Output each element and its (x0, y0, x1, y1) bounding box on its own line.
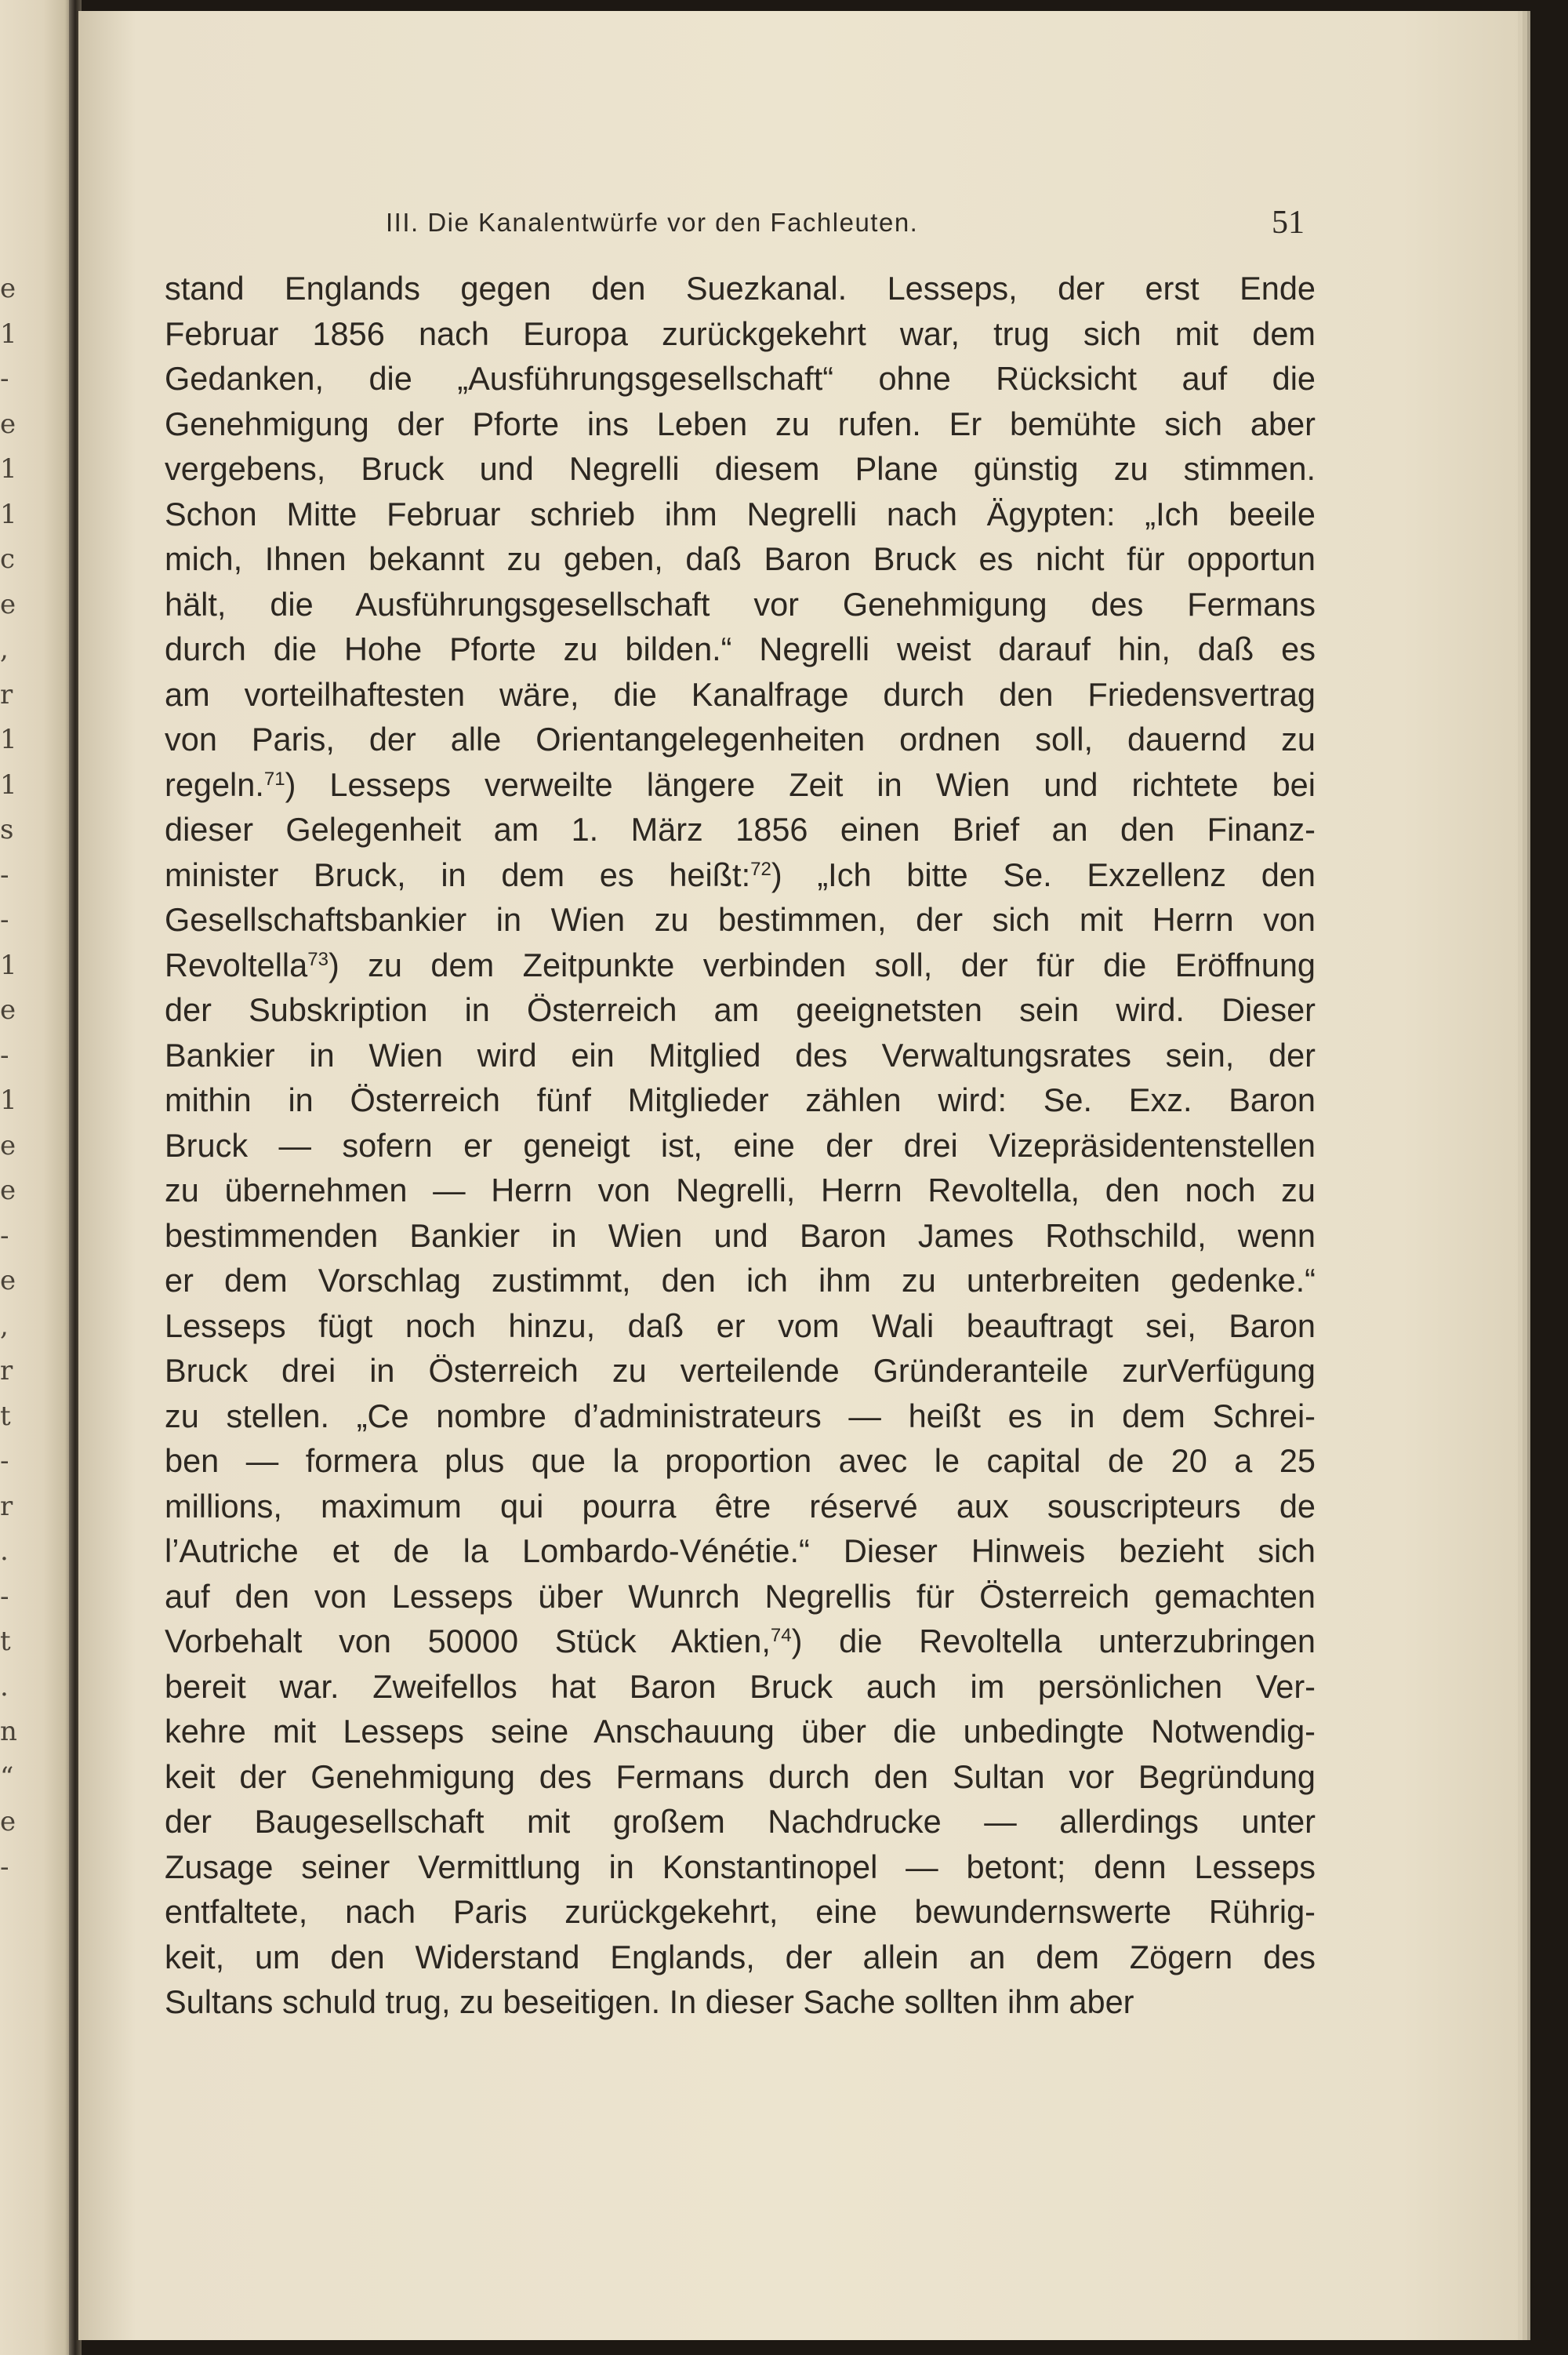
text-line (165, 1528, 1316, 1574)
text-segment: auf den von Lesseps über Wunrch Negrellis für Österreich gemachten (165, 1577, 1316, 1615)
text-segment: Bruck — sofern er geneigt ist, eine der drei Vizepräsidentenstellen (165, 1126, 1316, 1164)
running-header (386, 195, 1305, 250)
text-line (165, 852, 1316, 898)
text-line (165, 582, 1316, 627)
margin-character: e (0, 273, 16, 304)
text-line (165, 492, 1316, 537)
text-segment: stand Englands gegen den Suezkanal. Lesseps, der erst Ende (165, 270, 1316, 307)
text-segment: Genehmigung der Pforte ins Leben zu rufen. Er bemühte sich aber (165, 405, 1316, 442)
margin-character: - (0, 1580, 9, 1612)
text-line (165, 1754, 1316, 1800)
chapter-header-title: III. Die Kanalentwürfe vor den Fachleuten. (386, 208, 919, 237)
margin-character: , (0, 1310, 9, 1342)
text-segment: keit der Genehmigung des Fermans durch den Sultan vor Begründung (165, 1757, 1316, 1795)
margin-character: “ (0, 1761, 14, 1793)
text-segment: vergebens, Bruck und Negrelli diesem Plane günstig zu stimmen. (165, 450, 1316, 487)
margin-character: e (0, 1265, 16, 1296)
text-line (165, 311, 1316, 357)
text-segment: dieser Gelegenheit am 1. März 1856 einen Brief an den Finanz- (165, 811, 1316, 848)
margin-character: . (0, 1670, 9, 1703)
text-segment: Lesseps fügt noch hinzu, daß er vom Wali beauftragt sei, Baron (165, 1307, 1316, 1344)
text-segment: ) die Revoltella unterzubringen (791, 1623, 1316, 1659)
body-text (165, 266, 1316, 2025)
text-segment: minister Bruck, in dem es heißt: (165, 856, 751, 893)
margin-character: e (0, 1806, 16, 1837)
text-segment: bereit war. Zweifellos hat Baron Bruck auch im persönlichen Ver- (165, 1667, 1316, 1705)
text-line (165, 1844, 1316, 1890)
text-line (165, 1979, 1316, 2025)
margin-character: 1 (0, 318, 17, 350)
text-line (165, 1213, 1316, 1259)
margin-character: r (0, 1490, 13, 1522)
text-line (165, 943, 1316, 988)
page-number: 51 (1272, 205, 1305, 241)
text-line (165, 807, 1316, 852)
text-segment: zu übernehmen — Herrn von Negrelli, Herrn Revoltella, den noch zu (165, 1172, 1316, 1208)
text-segment: regeln. (165, 765, 264, 803)
text-segment: entfaltete, nach Paris zurückgekehrt, eine bewundernswerte Rührig- (165, 1893, 1316, 1930)
left-facing-page-edge (0, 0, 72, 2355)
margin-character: t (0, 1626, 11, 1657)
margin-character: . (0, 1535, 9, 1567)
margin-character: e (0, 1129, 16, 1161)
text-line (165, 1078, 1316, 1123)
text-line (165, 1303, 1316, 1349)
text-segment: er dem Vorschlag zustimmt, den ich ihm zu unterbreiten gedenke.“ (165, 1262, 1316, 1299)
margin-character: 1 (0, 453, 17, 485)
text-line (165, 1438, 1316, 1484)
text-segment: mithin in Österreich fünf Mitglieder zählen wird: Se. Exz. Baron (165, 1081, 1316, 1118)
text-line (165, 717, 1316, 762)
text-segment: ) zu dem Zeitpunkte verbinden soll, der für die Eröffnung (328, 946, 1316, 983)
margin-character: s (0, 814, 14, 845)
text-segment: Bruck drei in Österreich zu verteilende Gründeranteile zurVerfügung (165, 1352, 1316, 1389)
text-line (165, 627, 1316, 672)
margin-character: 1 (0, 1085, 17, 1116)
book-page (78, 11, 1518, 2340)
margin-character: - (0, 1445, 9, 1477)
margin-character: 1 (0, 724, 17, 755)
text-line (165, 1574, 1316, 1619)
text-segment: kehre mit Lesseps seine Anschauung über die unbedingte Notwendig- (165, 1713, 1316, 1750)
text-segment: millions, maximum qui pourra être réservé aux souscripteurs de (165, 1487, 1316, 1525)
text-segment: der Baugesellschaft mit großem Nachdrucke — allerdings unter (165, 1803, 1316, 1840)
text-segment: Gedanken, die „Ausführungsgesellschaft“ ohne Rücksicht auf die (165, 360, 1316, 397)
text-line (165, 446, 1316, 492)
text-line (165, 1168, 1316, 1213)
margin-character: - (0, 1219, 9, 1252)
text-line (165, 536, 1316, 582)
text-line (165, 1484, 1316, 1529)
text-segment: Sultans schuld trug, zu beseitigen. In dieser Sache sollten ihm aber (165, 1983, 1134, 2020)
text-line (165, 1889, 1316, 1935)
text-segment: ) Lesseps verweilte längere Zeit in Wien und richtete bei (285, 765, 1316, 803)
margin-character: t (0, 1400, 11, 1432)
margin-character: - (0, 363, 9, 394)
margin-character: - (0, 859, 9, 891)
margin-character: , (0, 634, 9, 665)
text-segment: Gesellschaftsbankier in Wien zu bestimmen, der sich mit Herrn von (165, 901, 1316, 938)
text-line (165, 897, 1316, 943)
margin-character: - (0, 1851, 9, 1883)
text-line (165, 1619, 1316, 1664)
text-segment: hält, die Ausführungsgesellschaft vor Genehmigung des Fermans (165, 585, 1316, 623)
text-segment: von Paris, der alle Orientangelegenheiten ordnen soll, dauernd zu (165, 721, 1316, 758)
text-line (165, 266, 1316, 311)
footnote-reference: 71 (263, 768, 285, 790)
text-segment: ben — formera plus que la proportion avec le capital de 20 a 25 (165, 1442, 1316, 1479)
margin-character: 1 (0, 498, 17, 530)
margin-character: n (0, 1716, 17, 1747)
text-line (165, 1799, 1316, 1844)
text-line (165, 1123, 1316, 1168)
margin-character: 1 (0, 949, 17, 981)
margin-character: e (0, 588, 16, 620)
text-segment: Revoltella (165, 946, 308, 983)
text-line (165, 1033, 1316, 1078)
margin-character: 1 (0, 769, 17, 801)
footnote-reference: 73 (307, 948, 328, 970)
footnote-reference: 74 (770, 1625, 792, 1646)
text-line (165, 402, 1316, 447)
text-segment: l’Autriche et de la Lombardo-Vénétie.“ Dieser Hinweis bezieht sich (165, 1532, 1316, 1569)
text-segment: Bankier in Wien wird ein Mitglied des Verwaltungsrates sein, der (165, 1036, 1316, 1074)
margin-character: r (0, 678, 13, 710)
text-segment: Februar 1856 nach Europa zurückgekehrt war, trug sich mit dem (165, 314, 1316, 352)
margin-character: c (0, 543, 16, 575)
text-line (165, 987, 1316, 1033)
left-page-margin-characters (0, 267, 24, 1890)
footnote-reference: 72 (750, 858, 771, 880)
text-segment: der Subskription in Österreich am geeignetsten sein wird. Dieser (165, 991, 1316, 1028)
text-line (165, 1394, 1316, 1439)
text-segment: durch die Hohe Pforte zu bilden.“ Negrelli weist darauf hin, daß es (165, 631, 1316, 667)
text-segment: bestimmenden Bankier in Wien und Baron James Rothschild, wenn (165, 1216, 1316, 1254)
text-line (165, 1258, 1316, 1303)
margin-character: - (0, 1039, 9, 1071)
margin-character: r (0, 1355, 13, 1386)
text-line (165, 356, 1316, 402)
text-line (165, 762, 1316, 808)
text-segment: Zusage seiner Vermittlung in Konstantinopel — betont; denn Lesseps (165, 1848, 1316, 1885)
text-line (165, 1935, 1316, 1980)
margin-character: e (0, 1175, 16, 1206)
text-line (165, 672, 1316, 718)
margin-character: - (0, 904, 9, 936)
text-segment: mich, Ihnen bekannt zu geben, daß Baron Bruck es nicht für opportun (165, 540, 1316, 577)
text-segment: Vorbehalt von 50000 Stück Aktien, (165, 1623, 771, 1659)
text-segment: keit, um den Widerstand Englands, der allein an dem Zögern des (165, 1938, 1316, 1975)
margin-character: e (0, 408, 16, 440)
text-line (165, 1709, 1316, 1754)
text-segment: ) „Ich bitte Se. Exzellenz den (771, 856, 1316, 893)
text-segment: zu stellen. „Ce nombre d’administrateurs — heißt es in dem Schrei- (165, 1397, 1316, 1434)
text-segment: Schon Mitte Februar schrieb ihm Negrelli nach Ägypten: „Ich beeile (165, 495, 1316, 532)
text-segment: am vorteilhaftesten wäre, die Kanalfrage durch den Friedensvertrag (165, 675, 1316, 713)
text-line (165, 1348, 1316, 1394)
text-line (165, 1664, 1316, 1710)
margin-character: e (0, 994, 16, 1026)
